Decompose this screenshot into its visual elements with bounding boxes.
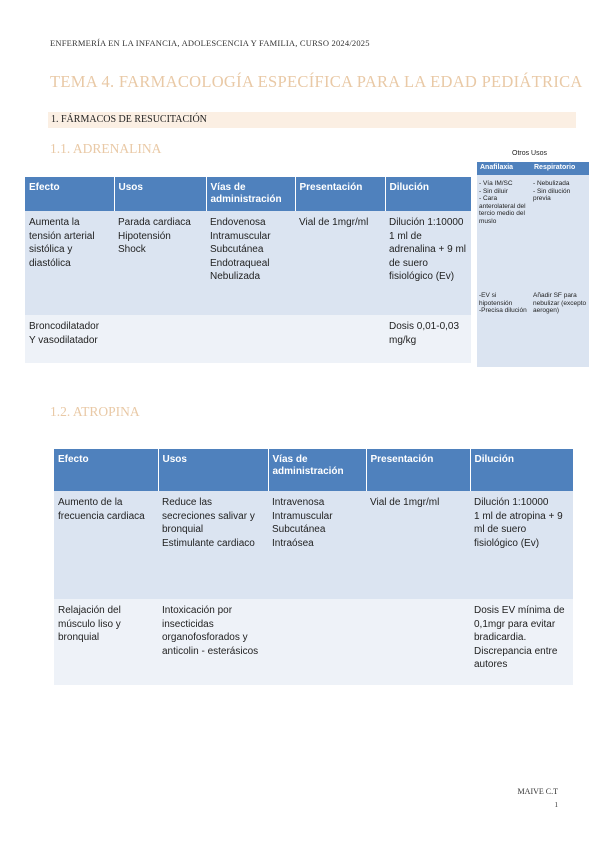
- table-cell: [114, 315, 206, 363]
- table-cell: Dosis 0,01-0,03 mg/kg: [385, 315, 471, 363]
- table-row: [54, 599, 573, 685]
- table-header-row: [25, 177, 471, 211]
- col-header-dilucion: Dilución: [470, 449, 573, 491]
- table-cell: Dosis EV mínima de 0,1mgr para evitar bradicardia. Discrepancia entre autores: [470, 599, 573, 685]
- otros-respiratorio-2: Añadir SF para nebulizar (excepto aerogen): [533, 292, 587, 315]
- table-cell: Parada cardiaca Hipotensión Shock: [114, 211, 206, 315]
- table-cell: Reduce las secreciones salivar y bronquial Estimulante cardiaco: [158, 491, 268, 599]
- otros-anafilaxia-2: -EV si hipotensión -Precisa dilución: [479, 292, 527, 315]
- table-cell: Aumenta la tensión arterial sistólica y diastólica: [25, 211, 114, 315]
- table-cell: Vial de 1mgr/ml: [366, 491, 470, 599]
- table-cell: Relajación del músculo liso y bronquial: [54, 599, 158, 685]
- table-cell: Vial de 1mgr/ml: [295, 211, 385, 315]
- section-heading: 1. FÁRMACOS DE RESUCITACIÓN: [51, 114, 207, 125]
- otros-anafilaxia-1: - Vía IM/SC - Sin diluir - Cara anterolateral del tercio medio del muslo: [479, 180, 526, 225]
- table-cell: [206, 315, 295, 363]
- table-cell: Aumento de la frecuencia cardiaca: [54, 491, 158, 599]
- table-cell: Dilución 1:10000 1 ml de atropina + 9 ml de suero fisiológico (Ev): [470, 491, 573, 599]
- col-header-usos: Usos: [158, 449, 268, 491]
- otros-respiratorio-1: - Nebulizada - Sin dilución previa: [533, 180, 571, 203]
- adrenalina-table: [25, 177, 471, 363]
- otros-header-respiratorio: Respiratorio: [534, 164, 576, 171]
- col-header-vias: Vías de administración: [206, 177, 295, 211]
- otros-usos-header: [477, 162, 589, 175]
- atropina-table: [54, 449, 573, 685]
- table-cell: Dilución 1:10000 1 ml de adrenalina + 9 ml de suero fisiológico (Ev): [385, 211, 471, 315]
- col-header-efecto: Efecto: [54, 449, 158, 491]
- table-cell: Intravenosa Intramuscular Subcutánea Intraósea: [268, 491, 366, 599]
- table-row: [25, 315, 471, 363]
- subtitle-adrenalina: 1.1. ADRENALINA: [50, 141, 162, 156]
- otros-header-anafilaxia: Anafilaxia: [480, 164, 514, 171]
- table-header-row: [54, 449, 573, 491]
- col-header-dilucion: Dilución: [385, 177, 471, 211]
- table-cell: Broncodilatador Y vasodilatador: [25, 315, 114, 363]
- footer-author: MAIVE C.T: [517, 787, 558, 796]
- col-header-vias: Vías de administración: [268, 449, 366, 491]
- otros-usos-title: Otros Usos: [512, 150, 548, 157]
- table-row: [25, 211, 471, 315]
- page-title: TEMA 4. FARMACOLOGÍA ESPECÍFICA PARA LA EDAD PEDIÁTRICA: [50, 72, 583, 91]
- col-header-presentacion: Presentación: [366, 449, 470, 491]
- document-header: ENFERMERÍA EN LA INFANCIA, ADOLESCENCIA Y FAMILIA, CURSO 2024/2025: [50, 38, 370, 48]
- col-header-usos: Usos: [114, 177, 206, 211]
- table-cell: [366, 599, 470, 685]
- otros-usos-panel: [477, 162, 589, 367]
- col-header-presentacion: Presentación: [295, 177, 385, 211]
- table-cell: Intoxicación por insecticidas organofosforados y anticolin - esterásicos: [158, 599, 268, 685]
- col-header-efecto: Efecto: [25, 177, 114, 211]
- table-row: [54, 491, 573, 599]
- table-cell: [268, 599, 366, 685]
- page-number: 1: [554, 801, 558, 809]
- subtitle-atropina: 1.2. ATROPINA: [50, 404, 140, 419]
- table-cell: Endovenosa Intramuscular Subcutánea Endotraqueal Nebulizada: [206, 211, 295, 315]
- table-cell: [295, 315, 385, 363]
